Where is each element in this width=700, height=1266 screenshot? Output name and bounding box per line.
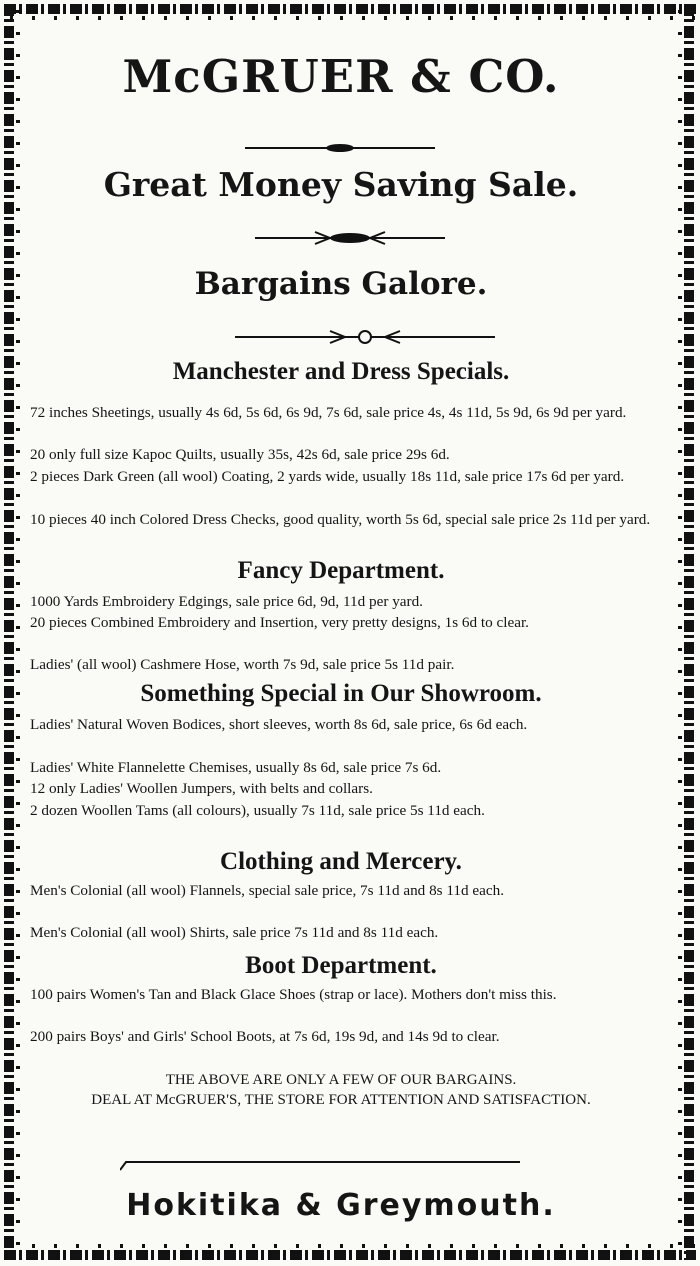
border-right-inner [678,4,682,1260]
list-item: 12 only Ladies' Woollen Jumpers, with belts and collars. [30,780,373,797]
section-title-fancy: Fancy Department. [237,557,445,584]
border-right [684,4,694,1260]
list-item: 20 only full size Kapoc Quilts, usually 35s, 42s 6d, sale price 29s 6d. [30,446,450,463]
subheadline: Bargains Galore. [194,266,488,302]
list-item: 100 pairs Women's Tan and Black Glace Shoes (strap or lace). Mothers don't miss this. [30,986,557,1003]
list-item: 200 pairs Boys' and Girls' School Boots, at 7s 6d, 19s 9d, and 14s 9d to clear. [30,1028,500,1045]
list-item: 2 dozen Woollen Tams (all colours), usually 7s 11d, sale price 5s 11d each. [30,802,485,819]
firm-name: McGRUER & CO. [122,50,560,103]
section-title-showroom: Something Special in Our Showroom. [140,680,542,707]
list-item: 10 pieces 40 inch Colored Dress Checks, good quality, worth 5s 6d, special sale price 2s 11d per yard. [30,511,651,528]
bottom-rule [120,1152,520,1172]
list-item: Ladies' White Flannelette Chemises, usually 8s 6d, sale price 7s 6d. [30,759,442,776]
locations: Hokitika & Greymouth. [126,1188,556,1223]
border-left [4,4,14,1260]
list-item: 72 inches Sheetings, usually 4s 6d, 5s 6d, 6s 9d, 7s 6d, sale price 4s, 4s 11d, 5s 9d, 6s 9d per yard. [30,404,627,421]
list-item: Ladies' Natural Woven Bodices, short sleeves, worth 8s 6d, sale price, 6s 6d each. [30,716,528,733]
ornament-rule-3 [235,327,495,347]
ad-content [30,0,652,1266]
list-item: 2 pieces Dark Green (all wool) Coating, 2 yards wide, usually 18s 11d, sale price 17s 6d per yard. [30,468,625,485]
notice-line-1: THE ABOVE ARE ONLY A FEW OF OUR BARGAINS. [165,1072,517,1088]
section-title-boot: Boot Department. [245,952,437,979]
list-item: Men's Colonial (all wool) Flannels, special sale price, 7s 11d and 8s 11d each. [30,882,505,899]
section-title-clothing: Clothing and Mercery. [220,848,462,875]
ornament-rule-1 [245,138,435,158]
ornament-rule-2 [255,228,445,248]
list-item: 1000 Yards Embroidery Edgings, sale price 6d, 9d, 11d per yard. [30,593,423,610]
notice-line-2: DEAL AT McGRUER'S, THE STORE FOR ATTENTION AND SATISFACTION. [91,1092,591,1108]
border-left-inner [16,4,20,1260]
list-item: 20 pieces Combined Embroidery and Insertion, very pretty designs, 1s 6d to clear. [30,614,529,631]
list-item: Men's Colonial (all wool) Shirts, sale price 7s 11d and 8s 11d each. [30,924,439,941]
headline: Great Money Saving Sale. [103,165,579,204]
section-title-manchester: Manchester and Dress Specials. [172,358,510,385]
list-item: Ladies' (all wool) Cashmere Hose, worth 7s 9d, sale price 5s 11d pair. [30,656,455,673]
